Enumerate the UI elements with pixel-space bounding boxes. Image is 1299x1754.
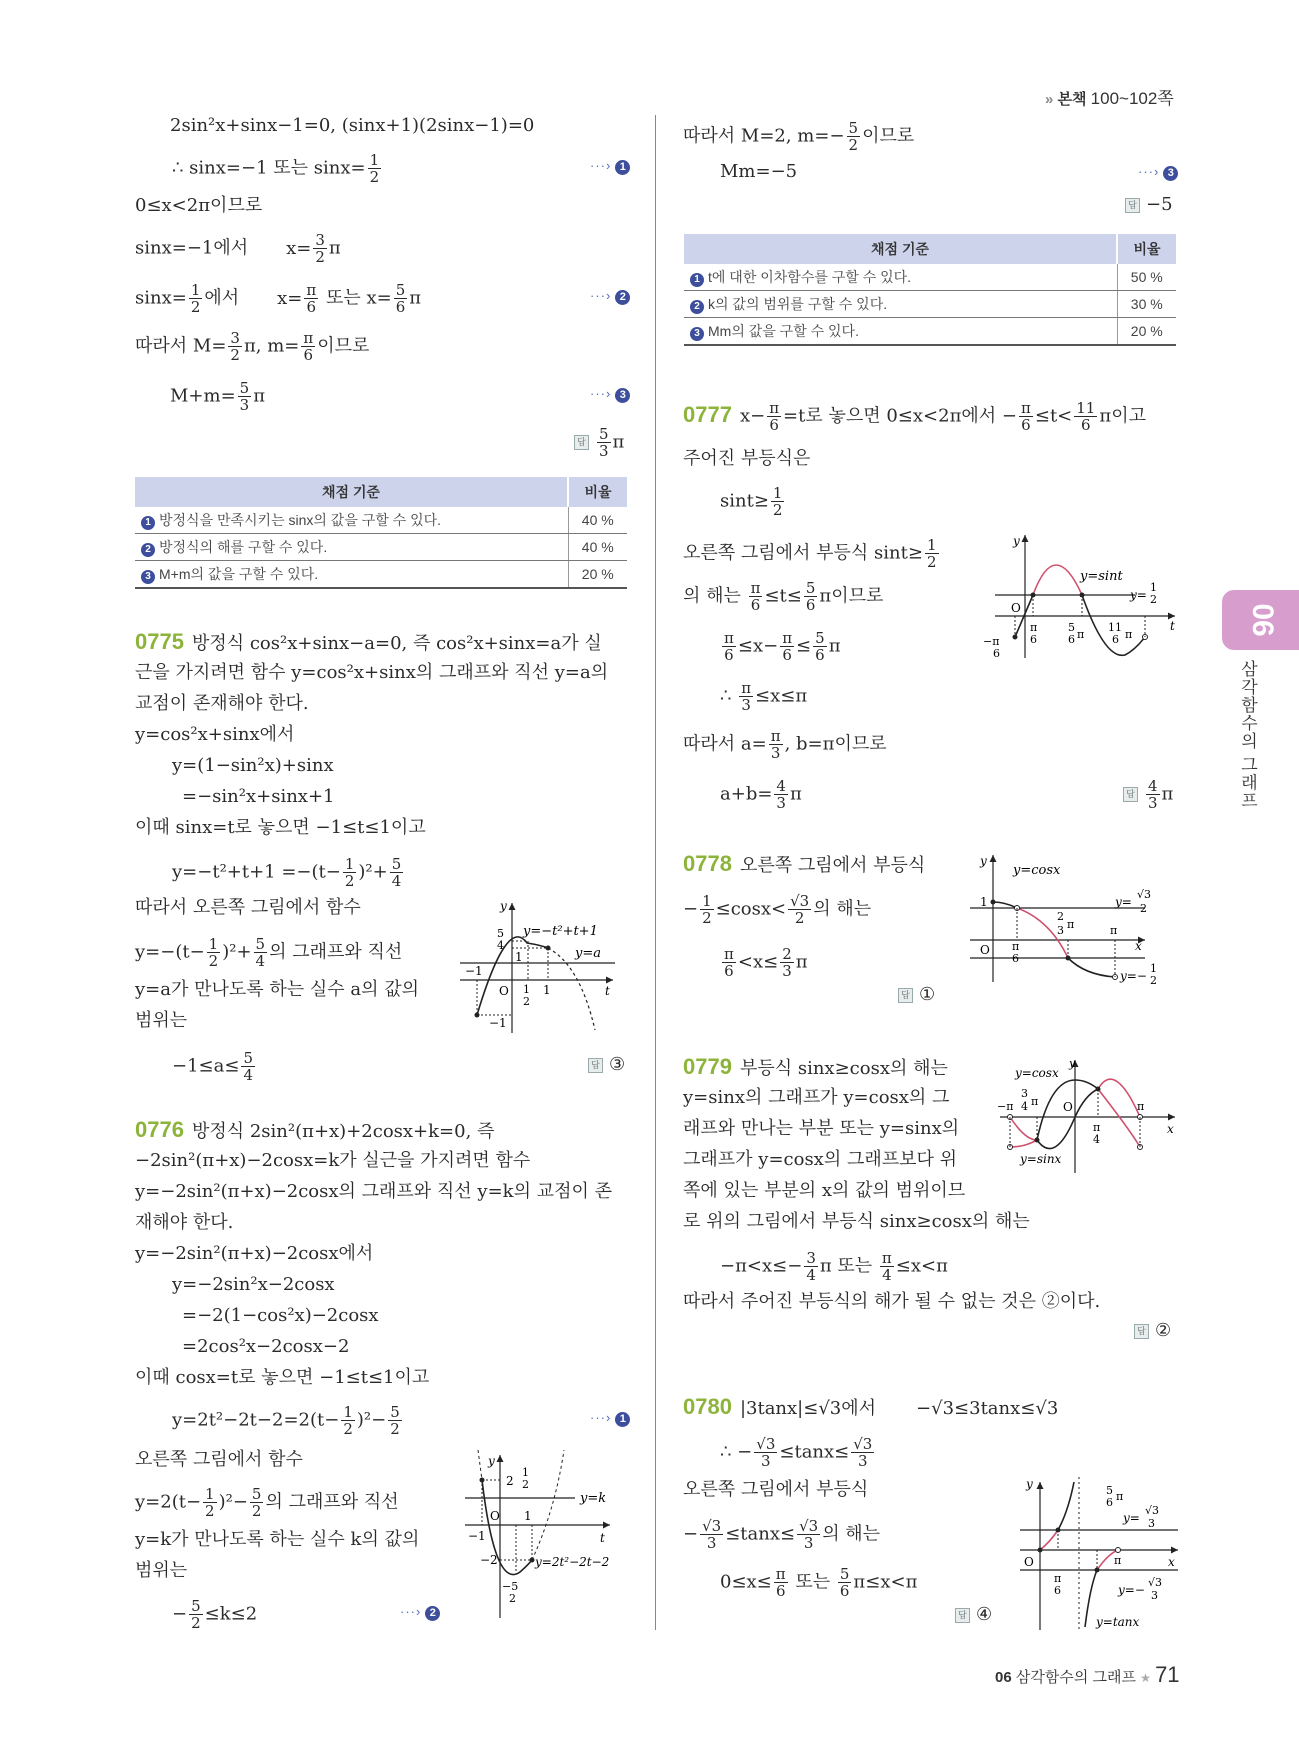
svg-text:√3: √3 <box>1145 1504 1160 1517</box>
svg-text:2: 2 <box>1150 593 1157 606</box>
table-header: 비율 <box>568 477 627 507</box>
svg-text:π: π <box>1114 1554 1122 1567</box>
svg-text:5: 5 <box>1068 621 1075 634</box>
problem-number: 0780 <box>683 1394 732 1419</box>
page-footer <box>995 1662 1180 1688</box>
svg-text:x: x <box>1168 1555 1175 1569</box>
eq-line: 0≤x<2π이므로 <box>135 195 263 216</box>
problem-number: 0778 <box>683 851 732 876</box>
svg-text:6: 6 <box>1106 1496 1113 1509</box>
svg-text:y=sinx: y=sinx <box>1020 1152 1062 1166</box>
eq-line: sinx=−1에서 x= $\frac{3}{2}$ π <box>135 231 341 266</box>
svg-text:√3: √3 <box>1148 1576 1163 1589</box>
answer: 답 ④ <box>955 1604 992 1625</box>
svg-text:3: 3 <box>1057 924 1064 937</box>
eq-line: 2sin²x+sinx−1=0, (sinx+1)(2sinx−1)=0 <box>170 115 535 136</box>
svg-text:y: y <box>1026 1477 1033 1491</box>
svg-text:y=cosx: y=cosx <box>1013 863 1061 878</box>
svg-text:4: 4 <box>497 939 504 952</box>
svg-text:π: π <box>1030 621 1038 634</box>
step-marker-2: ···› 2 <box>590 288 630 305</box>
svg-text:−1: −1 <box>489 1016 507 1030</box>
svg-text:π: π <box>1093 1121 1101 1134</box>
answer-icon: 답 <box>1134 1324 1149 1339</box>
svg-text:1: 1 <box>524 1509 532 1523</box>
svg-text:−2: −2 <box>480 1553 498 1567</box>
answer: 답 ① <box>898 984 935 1005</box>
graph-0779 <box>995 1055 1180 1175</box>
svg-text:2: 2 <box>506 1474 514 1488</box>
page-number: 71 <box>1155 1662 1180 1687</box>
svg-text:y: y <box>500 899 507 913</box>
answer: 답 $\frac{5}{3}$ π <box>574 426 624 459</box>
graph-0780 <box>1018 1472 1183 1632</box>
answer: 답 ② <box>1134 1320 1171 1341</box>
svg-text:6: 6 <box>1030 633 1037 646</box>
scoring-table-2 <box>684 234 1176 346</box>
svg-text:π: π <box>1012 940 1020 953</box>
svg-text:π: π <box>1125 628 1133 641</box>
svg-text:y=tanx: y=tanx <box>1096 1615 1140 1629</box>
answer-icon: 답 <box>588 1058 603 1073</box>
svg-text:2: 2 <box>523 995 530 1008</box>
svg-text:−5: −5 <box>502 1580 519 1593</box>
svg-text:π: π <box>1054 1572 1062 1585</box>
answer-icon: 답 <box>1123 787 1138 802</box>
svg-text:1: 1 <box>543 983 551 997</box>
svg-text:1: 1 <box>1150 581 1157 594</box>
table-header: 채점 기준 <box>684 234 1117 264</box>
svg-text:y: y <box>488 1454 495 1468</box>
step-marker-1: ···› 1 <box>590 1410 630 1427</box>
chapter-side-title: 삼각함수의 그래프 <box>1238 660 1257 810</box>
column-divider <box>655 115 656 1630</box>
problem-number: 0776 <box>135 1117 184 1142</box>
chapter-tab[interactable] <box>1222 590 1299 650</box>
svg-text:4: 4 <box>1093 1133 1100 1146</box>
problem-number: 0777 <box>683 401 732 427</box>
svg-text:4: 4 <box>1021 1100 1028 1113</box>
svg-text:5: 5 <box>1106 1484 1113 1497</box>
svg-text:y=−: y=− <box>1120 969 1147 983</box>
eq-line: ∴ sinx=−1 또는 sinx= $\frac{1}{2}$ <box>172 151 380 186</box>
step-marker-2: ···› 2 <box>400 1604 440 1621</box>
graph-0778 <box>965 850 1180 985</box>
svg-text:−1: −1 <box>468 1529 486 1543</box>
footer-title: 삼각함수의 그래프 <box>1015 1669 1136 1686</box>
eq-line: 따라서 M= $\frac{3}{2}$ π, m= $\frac{\pi}{6}$ 이므로 <box>135 329 370 364</box>
svg-text:6: 6 <box>1068 633 1075 646</box>
footer-chapter: 06 <box>995 1669 1012 1686</box>
svg-text:3: 3 <box>1021 1087 1028 1100</box>
table-row: 1 t에 대한 이차함수를 구할 수 있다. 50 % <box>684 264 1176 291</box>
svg-text:6: 6 <box>1054 1584 1061 1597</box>
table-header: 채점 기준 <box>135 477 568 507</box>
svg-text:y: y <box>1013 534 1020 548</box>
double-chevron-right-icon: » <box>1045 91 1054 108</box>
svg-text:y=−: y=− <box>1118 1583 1145 1597</box>
scoring-table-1 <box>135 477 627 589</box>
svg-text:1: 1 <box>515 950 523 964</box>
step-marker-3: ···› 3 <box>590 386 630 403</box>
answer-icon: 답 <box>955 1608 970 1623</box>
svg-text:−π: −π <box>983 635 1000 648</box>
answer-icon: 답 <box>574 435 589 450</box>
answer-icon: 답 <box>1125 198 1140 213</box>
svg-text:O: O <box>1024 1555 1034 1569</box>
svg-text:3: 3 <box>1148 1517 1155 1530</box>
eq-line: M+m= $\frac{5}{3}$ π <box>170 379 266 414</box>
svg-text:π: π <box>1067 918 1075 931</box>
svg-text:π: π <box>1137 1100 1145 1113</box>
table-row: 2 k의 값의 범위를 구할 수 있다. 30 % <box>684 291 1176 318</box>
svg-text:y=: y= <box>1115 895 1132 909</box>
page-reference <box>1045 84 1174 109</box>
svg-text:6: 6 <box>1012 952 1019 965</box>
svg-text:6: 6 <box>993 647 1000 660</box>
svg-text:1: 1 <box>523 983 530 996</box>
svg-text:y=2t²−2t−2: y=2t²−2t−2 <box>535 1555 610 1569</box>
svg-text:π: π <box>1116 1490 1124 1503</box>
svg-text:2: 2 <box>1150 974 1157 985</box>
svg-text:y=a: y=a <box>575 946 601 961</box>
svg-text:x: x <box>1167 1122 1174 1136</box>
svg-text:y=sint: y=sint <box>1080 569 1123 584</box>
ref-label: 본책 <box>1057 91 1087 108</box>
svg-text:π: π <box>1110 924 1118 937</box>
svg-text:2: 2 <box>1057 910 1064 923</box>
svg-text:O: O <box>499 984 509 998</box>
svg-text:2: 2 <box>509 1592 516 1605</box>
svg-text:1: 1 <box>980 895 988 909</box>
table-row: 3 M+m의 값을 구할 수 있다. 20 % <box>135 561 627 589</box>
step-marker-1: ···› 1 <box>590 158 630 175</box>
svg-text:2: 2 <box>522 1478 529 1491</box>
problem-number: 0775 <box>135 629 184 654</box>
svg-text:−1: −1 <box>465 964 483 978</box>
answer: 답 ③ <box>588 1054 625 1075</box>
svg-text:11: 11 <box>1108 621 1122 634</box>
svg-text:π: π <box>1077 628 1085 641</box>
svg-text:y=: y= <box>1123 1511 1140 1525</box>
svg-text:1: 1 <box>1150 962 1157 975</box>
svg-text:t: t <box>605 984 610 998</box>
step-marker-3: ···› 3 <box>1138 164 1178 181</box>
eq-line: sinx= $\frac{1}{2}$ 에서 x= $\frac{\pi}{6}$ 또는 x= $\frac{5}{6}$ π <box>135 281 422 316</box>
svg-text:O: O <box>980 943 990 957</box>
svg-text:y=: y= <box>1130 588 1147 602</box>
problem-number: 0779 <box>683 1054 732 1079</box>
svg-text:1: 1 <box>522 1466 529 1479</box>
answer: 답 $\frac{4}{3}$ π <box>1123 778 1173 811</box>
svg-text:5: 5 <box>497 927 504 940</box>
chapter-number: 06 <box>1246 603 1279 637</box>
svg-text:π: π <box>1031 1095 1039 1108</box>
table-row: 3 Mm의 값을 구할 수 있다. 20 % <box>684 318 1176 346</box>
svg-text:O: O <box>1063 1100 1073 1114</box>
graph-0776 <box>460 1450 635 1620</box>
svg-text:y=−t²+t+1: y=−t²+t+1 <box>523 924 598 939</box>
ref-pages: 100~102쪽 <box>1090 89 1174 108</box>
svg-text:t: t <box>600 1531 605 1545</box>
svg-text:O: O <box>1011 601 1021 615</box>
svg-text:y: y <box>980 854 987 868</box>
svg-text:t: t <box>1170 619 1175 633</box>
answer-icon: 답 <box>898 988 913 1003</box>
svg-text:y: y <box>1069 1057 1076 1070</box>
svg-text:2: 2 <box>1140 902 1147 915</box>
svg-text:3: 3 <box>1151 1589 1158 1602</box>
graph-0777 <box>975 530 1180 660</box>
svg-text:y=cosx: y=cosx <box>1015 1066 1059 1080</box>
svg-text:x: x <box>1135 939 1142 953</box>
answer: 답 −5 <box>1125 194 1173 215</box>
svg-text:√3: √3 <box>1137 888 1152 901</box>
table-row: 2 방정식의 해를 구할 수 있다. 40 % <box>135 534 627 561</box>
svg-text:6: 6 <box>1112 633 1119 646</box>
table-header: 비율 <box>1117 234 1176 264</box>
svg-text:−π: −π <box>997 1100 1014 1113</box>
svg-text:O: O <box>490 1509 500 1523</box>
svg-text:y=k: y=k <box>580 1491 607 1506</box>
star-icon: ★ <box>1140 1671 1151 1685</box>
table-row: 1 방정식을 만족시키는 sinx의 값을 구할 수 있다. 40 % <box>135 507 627 534</box>
graph-0775 <box>455 895 640 1035</box>
